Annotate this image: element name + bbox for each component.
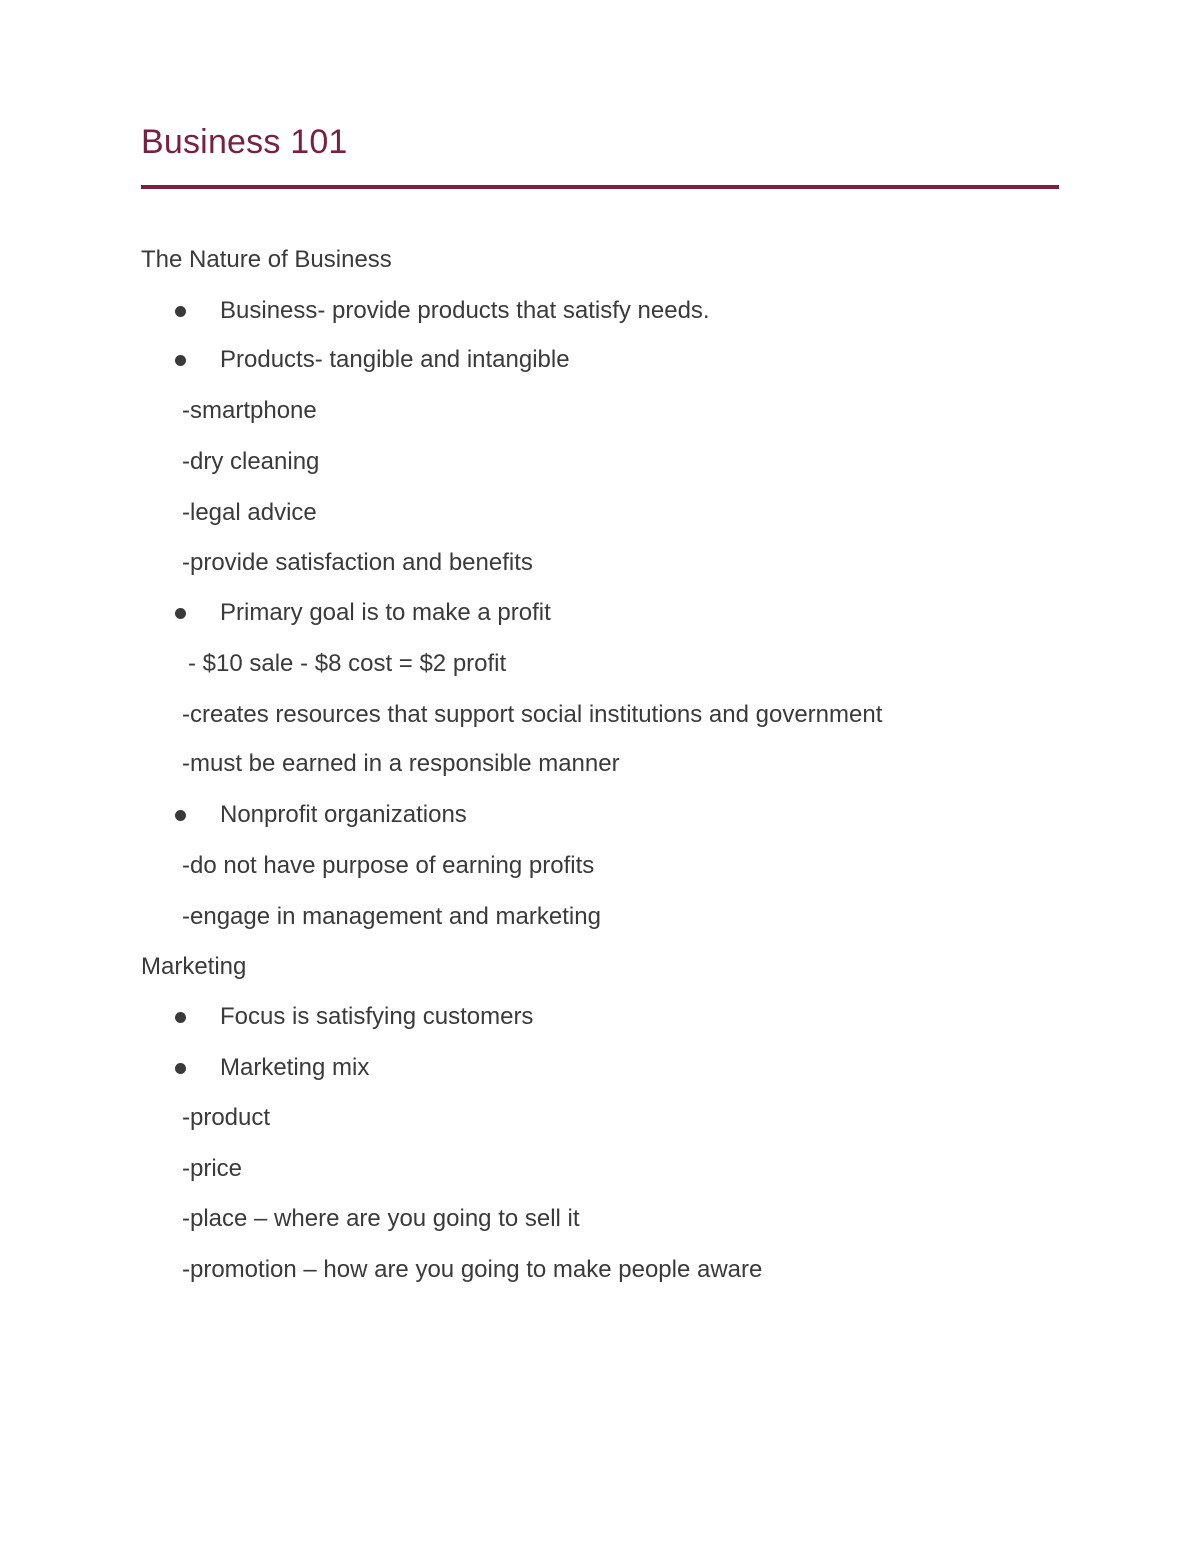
sub-item-place: -place – where are you going to sell it xyxy=(182,1205,580,1232)
sub-item-legal-advice: -legal advice xyxy=(182,499,317,526)
title-divider xyxy=(141,185,1059,189)
bullet-item-business: Business- provide products that satisfy needs. xyxy=(220,297,710,324)
sub-item-product: -product xyxy=(182,1104,271,1131)
bullet-icon xyxy=(175,1012,186,1023)
section-heading-marketing: Marketing xyxy=(141,953,247,980)
sub-item-management-marketing: -engage in management and marketing xyxy=(182,903,601,930)
sub-item-promotion: -promotion – how are you going to make people aware xyxy=(182,1256,763,1283)
sub-item-responsible-manner: -must be earned in a responsible manner xyxy=(182,750,620,777)
bullet-item-marketing-mix: Marketing mix xyxy=(220,1054,370,1081)
sub-item-no-profit-purpose: -do not have purpose of earning profits xyxy=(182,852,595,879)
sub-item-price: -price xyxy=(182,1155,243,1182)
bullet-item-products: Products- tangible and intangible xyxy=(220,346,570,373)
sub-item-satisfaction: -provide satisfaction and benefits xyxy=(182,549,533,576)
bullet-icon xyxy=(175,1063,186,1074)
sub-item-profit-example: - $10 sale - $8 cost = $2 profit xyxy=(188,650,507,677)
bullet-item-primary-goal: Primary goal is to make a profit xyxy=(220,599,551,626)
section-heading-nature-of-business: The Nature of Business xyxy=(141,246,392,273)
sub-item-dry-cleaning: -dry cleaning xyxy=(182,448,320,475)
sub-item-creates-resources: -creates resources that support social institutions and government xyxy=(182,701,883,728)
document-title: Business 101 xyxy=(141,123,348,161)
bullet-icon xyxy=(175,810,186,821)
bullet-item-focus: Focus is satisfying customers xyxy=(220,1003,534,1030)
sub-item-smartphone: -smartphone xyxy=(182,397,317,424)
bullet-icon xyxy=(175,608,186,619)
bullet-icon xyxy=(175,306,186,317)
bullet-item-nonprofit: Nonprofit organizations xyxy=(220,801,467,828)
bullet-icon xyxy=(175,355,186,366)
